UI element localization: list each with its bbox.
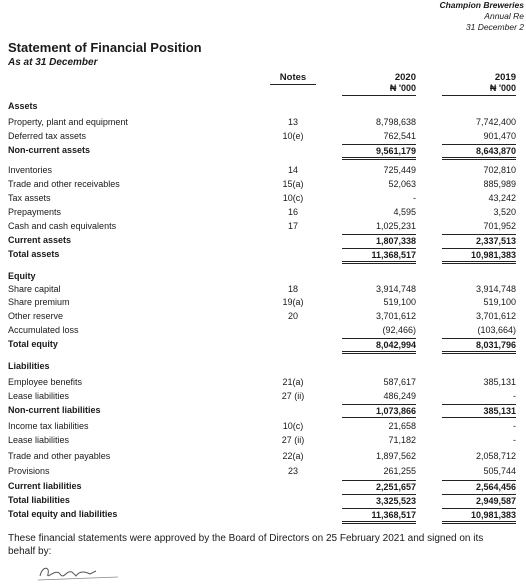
statement-title: Statement of Financial Position — [8, 40, 202, 55]
table-row — [0, 434, 526, 446]
value-2019: 8,031,796 — [442, 338, 516, 354]
value-2020: 1,807,338 — [342, 234, 416, 247]
value-2020: 486,249 — [383, 391, 416, 401]
table-row — [0, 338, 526, 350]
row-note: 27 (ii) — [281, 391, 305, 401]
value-2019: 519,100 — [483, 297, 516, 307]
value-2020: 71,182 — [388, 435, 416, 445]
value-2019: 702,810 — [483, 165, 516, 175]
row-label: Lease liabilities — [8, 391, 70, 401]
value-2020: (92,466) — [382, 325, 416, 335]
table-row — [0, 100, 526, 112]
value-2020: 21,658 — [388, 421, 416, 431]
year-2019-unit: ₦ '000 — [489, 83, 516, 93]
table-row — [0, 376, 526, 388]
value-2020: 8,798,638 — [375, 117, 416, 127]
value-2020: 1,897,562 — [375, 451, 416, 461]
row-note: 21(a) — [282, 377, 304, 387]
row-note: 20 — [287, 311, 298, 321]
row-label: Non-current assets — [8, 145, 91, 155]
notes-column-header: Notes — [270, 72, 316, 85]
value-2019: 2,058,712 — [475, 451, 516, 461]
table-row — [0, 234, 526, 246]
row-note: 13 — [287, 117, 298, 127]
row-label: Trade and other receivables — [8, 179, 120, 189]
value-2020: 2,251,657 — [342, 480, 416, 493]
value-2020: 9,561,179 — [342, 144, 416, 160]
value-2019: 901,470 — [483, 131, 516, 141]
table-row — [0, 420, 526, 432]
value-2020: 4,595 — [393, 207, 416, 217]
value-2020: 52,063 — [388, 179, 416, 189]
value-2019: 2,564,456 — [442, 480, 516, 493]
table-row — [0, 494, 526, 506]
table-row — [0, 248, 526, 260]
row-label: Assets — [8, 101, 38, 111]
value-2019: 3,701,612 — [475, 311, 516, 321]
table-row — [0, 192, 526, 204]
row-note: 22(a) — [282, 451, 304, 461]
table-row — [0, 508, 526, 520]
value-2020: 8,042,994 — [342, 338, 416, 354]
year-2020-label: 2020 — [394, 72, 416, 83]
row-label: Income tax liabilities — [8, 421, 89, 431]
table-row — [0, 130, 526, 142]
row-note: 10(c) — [282, 421, 304, 431]
row-label: Lease liabilities — [8, 435, 70, 445]
row-label: Prepayments — [8, 207, 62, 217]
row-note: 15(a) — [282, 179, 304, 189]
value-2019: 2,949,587 — [442, 494, 516, 507]
row-note: 16 — [287, 207, 298, 217]
row-label: Deferred tax assets — [8, 131, 87, 141]
row-note: 10(e) — [282, 131, 304, 141]
value-2020: 1,025,231 — [375, 221, 416, 231]
row-note: 10(c) — [282, 193, 304, 203]
value-2019: 2,337,513 — [442, 234, 516, 247]
row-note: 18 — [287, 284, 298, 294]
table-row — [0, 465, 526, 477]
value-2019: 3,520 — [493, 207, 516, 217]
row-label: Tax assets — [8, 193, 51, 203]
value-2020: 3,325,523 — [342, 494, 416, 507]
value-2019: 385,131 — [442, 404, 516, 418]
value-2019: 385,131 — [483, 377, 516, 387]
row-note: 14 — [287, 165, 298, 175]
row-label: Equity — [8, 271, 36, 281]
row-label: Total equity and liabilities — [8, 509, 118, 519]
table-row — [0, 310, 526, 322]
row-label: Non-current liabilities — [8, 405, 101, 415]
value-2019: 505,744 — [483, 466, 516, 476]
row-label: Share premium — [8, 297, 70, 307]
table-row — [0, 164, 526, 176]
table-row — [0, 283, 526, 295]
table-row — [0, 324, 526, 336]
row-label: Current assets — [8, 235, 72, 245]
table-row — [0, 206, 526, 218]
value-2020: - — [413, 193, 416, 203]
value-2019: 7,742,400 — [475, 117, 516, 127]
row-label: Cash and cash equivalents — [8, 221, 117, 231]
year-2020-unit: ₦ '000 — [389, 83, 416, 93]
row-note: 27 (ii) — [281, 435, 305, 445]
approval-statement: These financial statements were approved by the Board of Directors on 25 February 2021 and signed on its behalf by: — [8, 533, 484, 557]
value-2020: 725,449 — [383, 165, 416, 175]
value-2019: 885,989 — [483, 179, 516, 189]
value-2019: - — [513, 391, 516, 401]
value-2019: 3,914,748 — [475, 284, 516, 294]
value-2019: 43,242 — [488, 193, 516, 203]
row-label: Trade and other payables — [8, 451, 111, 461]
director-signature — [36, 562, 126, 584]
value-2020: 11,368,517 — [342, 508, 416, 524]
value-2019: 10,981,383 — [442, 508, 516, 524]
value-2019: 701,952 — [483, 221, 516, 231]
value-2020: 11,368,517 — [342, 248, 416, 264]
value-2020: 1,073,866 — [342, 404, 416, 418]
table-row — [0, 404, 526, 416]
value-2020: 762,541 — [383, 131, 416, 141]
table-row — [0, 270, 526, 282]
row-label: Total liabilities — [8, 495, 70, 505]
table-row — [0, 116, 526, 128]
row-label: Liabilities — [8, 361, 50, 371]
value-2020: 261,255 — [383, 466, 416, 476]
table-row — [0, 144, 526, 156]
value-2019: - — [513, 421, 516, 431]
report-date: 31 December 2 — [465, 22, 524, 32]
value-2020: 3,914,748 — [375, 284, 416, 294]
report-name: Annual Re — [484, 11, 524, 21]
value-2019: 10,981,383 — [442, 248, 516, 264]
row-note: 23 — [287, 466, 298, 476]
table-row — [0, 360, 526, 372]
year-2019-label: 2019 — [494, 72, 516, 83]
company-name: Champion Breweries — [439, 0, 524, 10]
row-label: Other reserve — [8, 311, 64, 321]
value-2019: 8,643,870 — [442, 144, 516, 160]
value-2020: 519,100 — [383, 297, 416, 307]
value-2019: - — [513, 435, 516, 445]
row-label: Property, plant and equipment — [8, 117, 128, 127]
table-row — [0, 296, 526, 308]
table-row — [0, 450, 526, 462]
row-label: Provisions — [8, 466, 50, 476]
row-label: Total equity — [8, 339, 58, 349]
row-note: 17 — [287, 221, 298, 231]
row-label: Total assets — [8, 249, 60, 259]
statement-subtitle: As at 31 December — [8, 57, 98, 68]
row-label: Employee benefits — [8, 377, 83, 387]
row-label: Accumulated loss — [8, 325, 79, 335]
value-2020: 3,701,612 — [375, 311, 416, 321]
table-row — [0, 390, 526, 402]
row-label: Share capital — [8, 284, 61, 294]
row-label: Inventories — [8, 165, 53, 175]
table-row — [0, 178, 526, 190]
value-2020: 587,617 — [383, 377, 416, 387]
table-row — [0, 480, 526, 492]
value-2019: (103,664) — [477, 325, 516, 335]
row-note: 19(a) — [282, 297, 304, 307]
row-label: Current liabilities — [8, 481, 82, 491]
table-row — [0, 220, 526, 232]
